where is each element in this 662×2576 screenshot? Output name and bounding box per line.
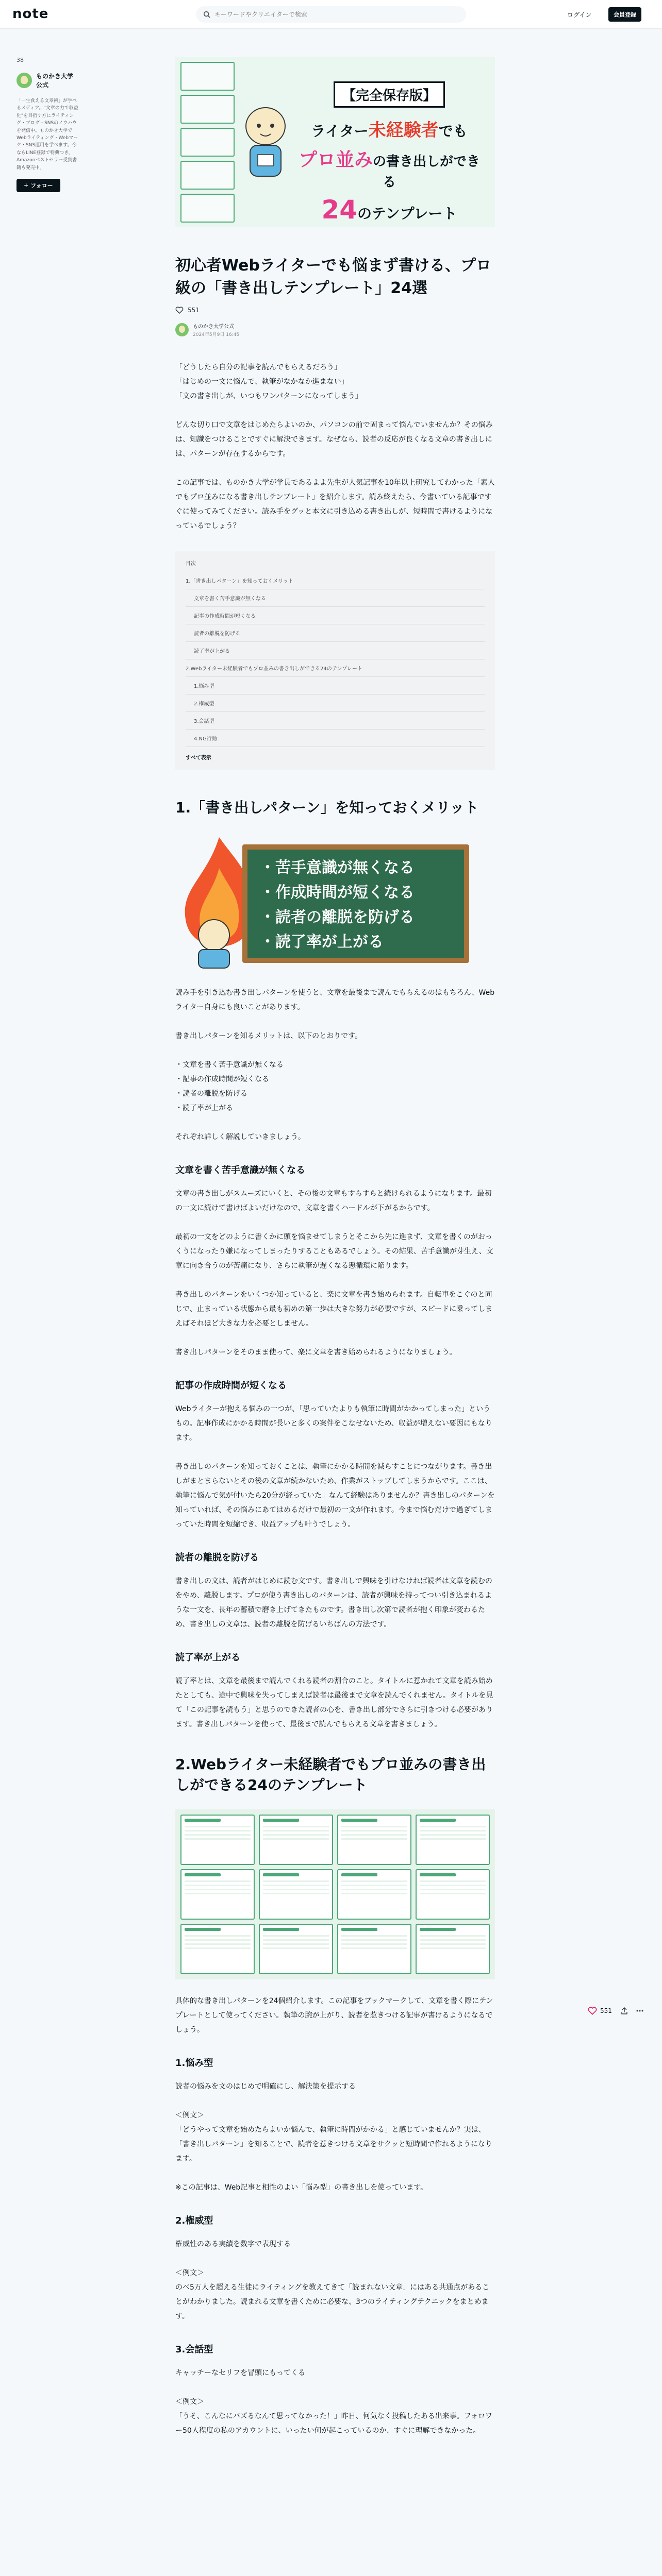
toc-item[interactable]: 1.悩み型 — [186, 677, 485, 694]
template-card — [180, 1869, 255, 1920]
hero-line-2: ライター未経験者でも — [311, 120, 468, 141]
magazine-label: 38 — [16, 57, 24, 63]
share-icon[interactable] — [620, 2007, 628, 2015]
creator-bio: 「一生食える文章術」が学べるメディア。"文章の力で収益化"を目指す方にライティング・ブログ・SNSのノウハウを発信中。ものかき大学でWebライティング・Webマーケ・SNS運用を学べます。今ならLINE登録で特典つき。Amazonベストセラー受賞書籍も発売中。 — [16, 98, 78, 171]
plus-icon: + — [24, 182, 29, 189]
section-heading: 1.「書き出しパターン」を知っておくメリット — [175, 799, 479, 816]
article-title: 初心者Webライターでも悩まず書ける、プロ級の「書き出しテンプレート」24選 — [175, 257, 491, 297]
hero-line-1: 【完全保存版】 — [334, 81, 445, 108]
subsection-heading: 3.会話型 — [175, 2344, 213, 2355]
section-heading: 2.Webライター未経験者でもプロ並みの書き出しができる24のテンプレート — [175, 1755, 486, 1794]
body-paragraph: 読了率とは、文章を最後まで読んでくれる読者の割合のこと。タイトルに惹かれて文章を読み始めたとしても、途中で興味を失ってしまえば読者は最後まで文章を読んでくれません。タイトルを見て「この記事を読もう」と思うのできた読者の心を、書き出し部分でさらに引きつける必要があります。書き出しパターンを使って、最後まで読んでもらえる文章を書きましょう。 — [175, 1676, 493, 1728]
body-paragraph: 書き出しのパターンをいくつか知っていると、楽に文章を書き始められます。自転車をこぐのと同じで、止まっている状態から最も初めの第一歩は大きな努力が必要ですが、スピードに乗ってしまえばそれほど大きな力を必要としません。 — [175, 1290, 493, 1328]
hero-text — [294, 81, 485, 225]
toc-item[interactable]: 記事の作成時間が短くなる — [186, 607, 485, 624]
toc-item[interactable]: 文章を書く苦手意識が無くなる — [186, 589, 485, 607]
hero-line-3: プロ並みの書き出しができる — [298, 149, 481, 190]
board-line: ・読了率が上がる — [260, 933, 384, 951]
hero-thumb — [180, 95, 235, 124]
intro-paragraph: この記事では、ものかき大学が学長であるよよ先生が人気記事を10年以上研究してわかった「素人でもプロ並みになる書き出しテンプレート」を紹介します。読み終えたら、今書いている記事ですぐに使ってみてください。読み手をグッと本文に引き込める書き出しが、短時間で書けるようになっているでしょう？ — [175, 479, 495, 530]
template-card — [259, 1815, 333, 1865]
body-paragraph: 具体的な書き出しパターンを24個紹介します。この記事をブックマークして、文章を書く際にテンプレートとして使ってください。執筆の腕が上がり、読者を惹きつける記事が書けるようになるでしょう。 — [175, 1996, 493, 2034]
toc-heading[interactable]: 目次 — [186, 561, 196, 567]
heart-icon[interactable] — [588, 2007, 597, 2015]
example-label: ＜例文＞ — [175, 2268, 204, 2277]
template-card — [259, 1924, 333, 1974]
search-bar[interactable] — [196, 6, 466, 23]
intro-quotes: 「どうしたら自分の記事を読んでもらえるだろう」 「はじめの一文に悩んで、執筆がなかなか進まない」 「文の書き出しが、いつもワンパターンになってしまう」 — [175, 363, 362, 400]
signup-button[interactable]: 会員登録 — [608, 7, 641, 22]
body-paragraph: 書き出しの文は、読者がはじめに読む文です。書き出しで興味を引けなければ読者は文章を読むのをやめ、離脱します。プロが使う書き出しのパターンは、読者が興味を持ってつい引き込まれるような一文を、長年の蓄積で磨き上げてきたものです。書き出し次第で読者が抱く印象が変わるため、書き出しの文章は、読者の離脱を防げるいちばんの方法です。 — [175, 1577, 492, 1629]
hero-line-4: 24のテンプレート — [321, 195, 457, 225]
subsection-heading: 2.権威型 — [175, 2215, 213, 2226]
template-card — [416, 1815, 490, 1865]
template-card — [337, 1924, 411, 1974]
subsection-heading: 1.悩み型 — [175, 2057, 213, 2069]
body-paragraph: 文章の書き出しがスムーズにいくと、その後の文章もすらすらと続けられるようになります。最初の一文に続けて書けばよいだけなので、文章を書くハードルが下がるからです。 — [175, 1189, 492, 1212]
intro-paragraph: どんな切り口で文章をはじめたらよいのか、パソコンの前で固まって悩んでいませんか？その悩みは、知識をつけることですぐに解決できます。なぜなら、読者の反応が良くなる文章の書き出しには、パターンが存在するからです。 — [175, 421, 493, 458]
list-item: ・記事の作成時間が短くなる — [175, 1075, 269, 1083]
templates-overview-image — [175, 1809, 495, 1979]
creator-name[interactable]: ものかき大学公式 — [36, 73, 74, 89]
hero-thumb — [180, 128, 235, 157]
search-icon — [203, 11, 210, 18]
example-text: のべ5万人を超える生徒にライティングを教えてきて「読まれない文章」にはある共通点があることがわかりました。読まれる文章を書くために必要な、3つのライティングテクニックをまとめます。 — [175, 2283, 490, 2320]
hero-image — [175, 57, 495, 227]
body-paragraph: ※この記事は、Web記事と相性のよい「悩み型」の書き出しを使っています。 — [175, 2183, 428, 2192]
body-paragraph: 読み手を引き込む書き出しパターンを使うと、文章を最後まで読んでもらえるのはもちろん、Webライター自身にも良いことがあります。 — [175, 988, 495, 1011]
heart-icon[interactable] — [175, 307, 184, 314]
toc-item[interactable]: 2.権威型 — [186, 694, 485, 712]
board-line: ・読者の離脱を防げる — [260, 908, 415, 926]
benefit-list — [175, 1058, 495, 1115]
creator-avatar[interactable] — [16, 73, 32, 88]
author-info[interactable] — [175, 322, 495, 337]
toc-item[interactable]: 3.会話型 — [186, 712, 485, 730]
board-line: ・苦手意識が無くなる — [260, 858, 415, 877]
search-input[interactable] — [214, 11, 452, 18]
hero-thumbnails — [180, 62, 235, 227]
body-paragraph: Webライターが抱える悩みの一つが、「思っていたよりも執筆に時間がかかってしまった」というもの。記事作成にかかる時間が長いと多くの案件をこなせないため、収益が増えない要因にもなります。 — [175, 1404, 492, 1442]
template-card — [337, 1815, 411, 1865]
author-name[interactable]: ものかき大学公式 — [193, 324, 234, 330]
blackboard — [242, 844, 469, 963]
hero-thumb — [180, 194, 235, 223]
body-paragraph: それぞれ詳しく解説していきましょう。 — [175, 1132, 305, 1141]
body-paragraph: 書き出しパターンを知るメリットは、以下のとおりです。 — [175, 1031, 362, 1040]
follow-button[interactable] — [16, 179, 60, 192]
example-label: ＜例文＞ — [175, 2397, 204, 2406]
list-item: ・文章を書く苦手意識が無くなる — [175, 1060, 284, 1069]
top-header — [0, 0, 662, 29]
note-logo[interactable]: note — [12, 6, 49, 22]
blackboard-image — [175, 832, 495, 971]
template-card — [180, 1924, 255, 1974]
body-paragraph: キャッチーなセリフを冒頭にもってくる — [175, 2368, 305, 2377]
floating-like-count: 551 — [600, 2007, 612, 2014]
body-paragraph: 読者の悩みを文のはじめで明確にし、解決策を提示する — [175, 2082, 356, 2091]
publish-date: 2024年5月9日 16:45 — [193, 332, 240, 337]
toc-item[interactable]: 1.「書き出しパターン」を知っておくメリット — [186, 572, 485, 589]
list-item: ・読者の離脱を防げる — [175, 1089, 247, 1098]
template-card — [416, 1869, 490, 1920]
template-card — [180, 1815, 255, 1865]
login-button[interactable]: ログイン — [567, 11, 592, 19]
template-card — [337, 1869, 411, 1920]
article — [175, 57, 495, 2438]
like-count[interactable] — [175, 307, 495, 314]
character-illustration-icon — [237, 103, 294, 185]
subsection-heading: 文章を書く苦手意識が無くなる — [175, 1164, 305, 1176]
body-paragraph: 書き出しのパターンを知っておくことは、執筆にかかる時間を減らすことにつながります。書き出しがまとまらないとその後の文章が続かないため、作業がストップしてしまうからです。ここは、執筆に悩んで気が付いたら20分が経っていた」なんて経験はありませんか？書き出しのパターンを知っていれば、その悩みにあてはめるだけで最初の一文が作れます。今まで悩むだけで過ぎてしまっていた時間を短縮でき、収益アップも叶うでしょう。 — [175, 1462, 495, 1529]
toc-item[interactable]: 読者の離脱を防げる — [186, 624, 485, 642]
example-text: 「どうやって文章を始めたらよいか悩んで、執筆に時間がかかる」と感じていませんか？実は、「書き出しパターン」を知ることで、読者を惹きつける文章をサクッと短時間で作れるようになります。 — [175, 2125, 492, 2163]
creator-profile[interactable] — [16, 72, 78, 89]
example-label: ＜例文＞ — [175, 2111, 204, 2120]
subsection-heading: 記事の作成時間が短くなる — [175, 1380, 287, 1391]
table-of-contents — [175, 551, 495, 770]
body-paragraph: 最初の一文をどのように書くかに頭を悩ませてしまうとそこから先に進まず、文章を書くのがおっくうになったり嫌になってしまったりすることもあるでしょう。その結果、苦手意識が芽生え、文章に向き合うのが苦痛になり、さらに執筆が遅くなる悪循環に陥ります。 — [175, 1232, 493, 1270]
toc-item[interactable]: 4.NG行動 — [186, 730, 485, 747]
creator-sidebar — [16, 57, 78, 192]
list-item: ・読了率が上がる — [175, 1104, 233, 1112]
toc-show-all-button[interactable]: すべて表示 — [186, 755, 211, 761]
floating-action-bar — [588, 2007, 651, 2015]
subsection-heading: 読者の離脱を防げる — [175, 1552, 259, 1563]
body-paragraph: 書き出しパターンをそのまま使って、楽に文章を書き始められるようになりましょう。 — [175, 1348, 457, 1357]
board-line: ・作成時間が短くなる — [260, 883, 415, 902]
like-count-value: 551 — [188, 307, 200, 314]
example-text: 「うそ、こんなにバズるなんて思ってなかった！」昨日、何気なく投稿したある出来事。フォロワー50人程度の私のアカウントに、いったい何が起こっているのか、すぐに理解できなかった。 — [175, 2412, 493, 2435]
subsection-heading: 読了率が上がる — [175, 1652, 240, 1663]
toc-item[interactable]: 読了率が上がる — [186, 642, 485, 659]
hero-thumb — [180, 161, 235, 190]
hero-thumb — [180, 62, 235, 91]
follow-label: フォロー — [30, 182, 53, 189]
template-card — [416, 1924, 490, 1974]
template-card — [259, 1869, 333, 1920]
author-avatar[interactable] — [175, 323, 189, 336]
body-paragraph: 権威性のある実績を数字で表現する — [175, 2240, 291, 2248]
toc-item[interactable]: 2.Webライター未経験者でもプロ並みの書き出しができる24のテンプレート — [186, 659, 485, 677]
more-options-icon[interactable] — [636, 2007, 644, 2015]
